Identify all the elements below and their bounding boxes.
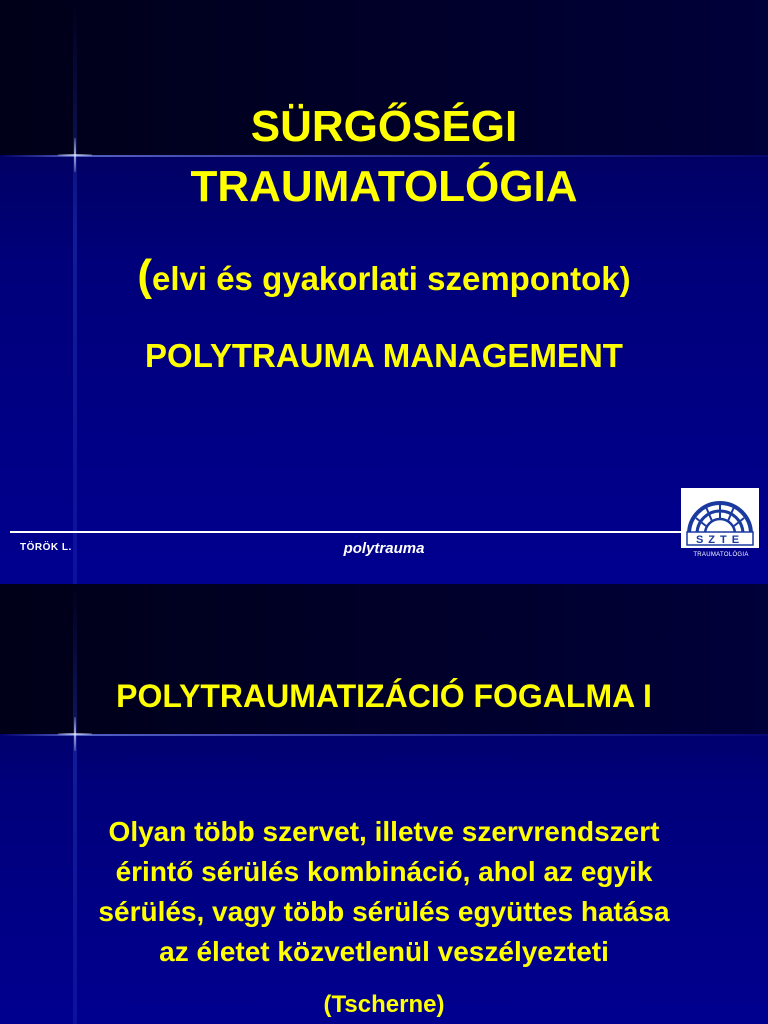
decorative-horizontal-line xyxy=(0,155,768,157)
szte-logo xyxy=(681,488,759,548)
definition-line: sérülés, vagy több sérülés együttes hatása xyxy=(98,896,670,927)
subtitle xyxy=(0,251,768,301)
title-line-1: SÜRGŐSÉGI xyxy=(250,102,518,151)
footer-author: TÖRÖK L. xyxy=(20,542,72,553)
logo-caption: TRAUMATOLÓGIA xyxy=(693,552,749,558)
definition-line: érintő sérülés kombináció, ahol az egyik xyxy=(115,856,653,887)
definition-title: POLYTRAUMATIZÁCIÓ FOGALMA I xyxy=(116,678,652,714)
szte-logo-text: SZTE xyxy=(695,534,745,546)
subtitle-paren: ( xyxy=(137,251,152,300)
subtitle-text: elvi és gyakorlati szempontok) xyxy=(151,260,631,297)
sparkle-icon xyxy=(58,717,92,751)
footer-topic: polytrauma xyxy=(343,540,425,557)
citation: (Tscherne) xyxy=(323,991,445,1018)
title-line-2: TRAUMATOLÓGIA xyxy=(190,162,578,211)
footer-divider xyxy=(10,531,690,533)
definition-body xyxy=(0,812,768,972)
definition-line: Olyan több szervet, illetve szervrendszert xyxy=(108,816,660,847)
title-line-3: POLYTRAUMA MANAGEMENT xyxy=(145,337,623,374)
definition-line: az életet közvetlenül veszélyezteti xyxy=(159,936,609,967)
szte-logo-graphic xyxy=(681,488,759,548)
decorative-horizontal-line xyxy=(0,734,768,736)
